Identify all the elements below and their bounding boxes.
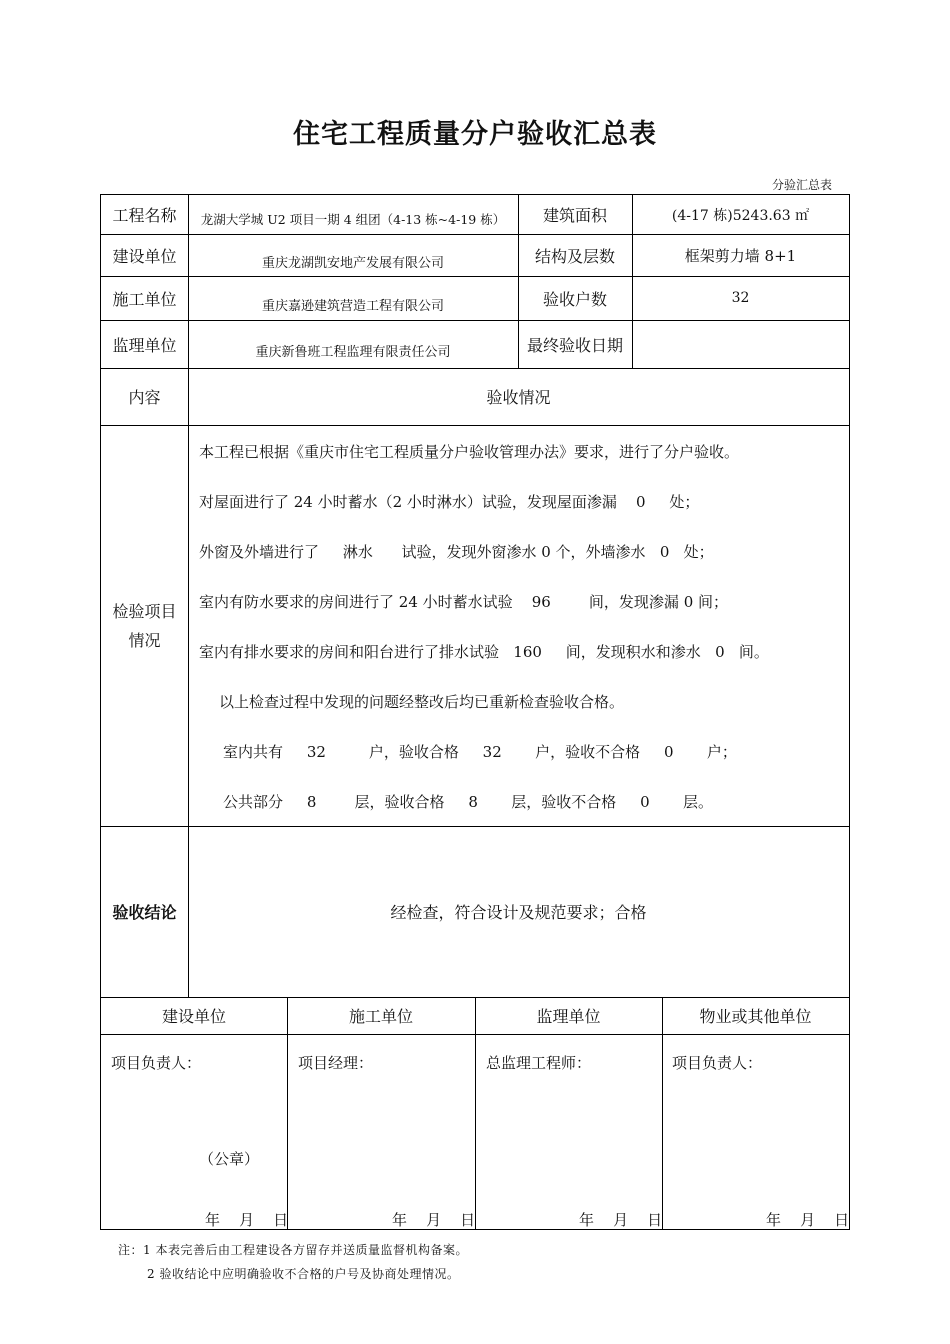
area-label: 建筑面积 [542, 206, 607, 225]
sign-org-contractor: 施工单位 [348, 1007, 413, 1026]
sign-date-property: 年 月 日 [766, 1211, 850, 1229]
project-name-label: 工程名称 [112, 206, 177, 225]
sign-date-supervisor: 年 月 日 [579, 1211, 663, 1229]
document-title: 住宅工程质量分户验收汇总表 [293, 119, 657, 150]
note-2: 2 验收结论中应明确验收不合格的户号及协商处理情况。 [147, 1267, 460, 1281]
builder-value: 重庆龙湖凯安地产发展有限公司 [261, 255, 444, 271]
row-divider [101, 425, 849, 426]
official-seal-label: （公章） [199, 1150, 260, 1168]
builder-label: 建设单位 [112, 246, 177, 266]
sign-role-supervisor: 总监理工程师： [486, 1054, 592, 1072]
sign-date-builder: 年 月 日 [205, 1211, 289, 1229]
sign-role-contractor: 项目经理： [298, 1054, 374, 1072]
note-1: 注：1 本表完善后由工程建设各方留存并送质量监督机构备案。 [118, 1243, 468, 1257]
inspection-line: 外窗及外墙进行了 淋水 试验，发现外窗渗水 0 个，外墙渗水 0 处； [199, 543, 714, 561]
inspection-label [101, 425, 188, 826]
conclusion-label: 验收结论 [112, 903, 177, 922]
inspection-line: 室内有防水要求的房间进行了 24 小时蓄水试验 96 间，发现渗漏 0 间； [199, 593, 729, 611]
sign-date-contractor: 年 月 日 [392, 1211, 476, 1229]
contractor-value: 重庆嘉逊建筑营造工程有限公司 [261, 298, 444, 314]
inspection-line: 本工程已根据《重庆市住宅工程质量分户验收管理办法》要求，进行了分户验收。 [199, 443, 740, 461]
sign-role-property: 项目负责人： [672, 1054, 763, 1072]
supervisor-label: 监理单位 [112, 335, 177, 355]
inspection-label-line2: 情况 [128, 630, 161, 650]
final-date-label: 最终验收日期 [526, 335, 623, 355]
sign-org-supervisor: 监理单位 [536, 1007, 601, 1026]
project-name-value: 龙湖大学城 U2 项目一期 4 组团（4-13 栋~4-19 栋） [200, 211, 506, 227]
content-header-value: 验收情况 [486, 388, 551, 407]
inspection-line: 对屋面进行了 24 小时蓄水（2 小时淋水）试验，发现屋面渗漏 0 处； [199, 493, 700, 511]
area-value: (4-17 栋)5243.63 ㎡ [671, 207, 810, 224]
sign-org-property: 物业或其他单位 [699, 1007, 812, 1026]
inspection-line: 以上检查过程中发现的问题经整改后均已重新检查验收合格。 [219, 693, 625, 711]
sign-org-builder: 建设单位 [161, 1007, 226, 1026]
conclusion-text: 经检查，符合设计及规范要求；合格 [390, 903, 647, 922]
inspection-line: 室内共有 32 户，验收合格 32 户，验收不合格 0 户； [223, 743, 737, 761]
final-date-value [632, 320, 849, 368]
households-label: 验收户数 [542, 289, 607, 309]
households-value: 32 [731, 290, 750, 306]
sign-role-builder: 项目负责人： [111, 1054, 202, 1072]
content-header-label: 内容 [128, 388, 161, 407]
inspection-line: 公共部分 8 层，验收合格 8 层，验收不合格 0 层。 [223, 793, 714, 811]
structure-value: 框架剪力墙 8+1 [684, 246, 797, 265]
contractor-label: 施工单位 [112, 289, 177, 309]
form-code: 分验汇总表 [771, 178, 832, 192]
inspection-label-line1: 检验项目 [112, 601, 177, 621]
supervisor-value: 重庆新鲁班工程监理有限责任公司 [255, 344, 451, 360]
summary-table [100, 194, 850, 1230]
structure-label: 结构及层数 [534, 246, 615, 266]
inspection-line: 室内有排水要求的房间和阳台进行了排水试验 160 间，发现积水和渗水 0 间。 [199, 643, 769, 661]
